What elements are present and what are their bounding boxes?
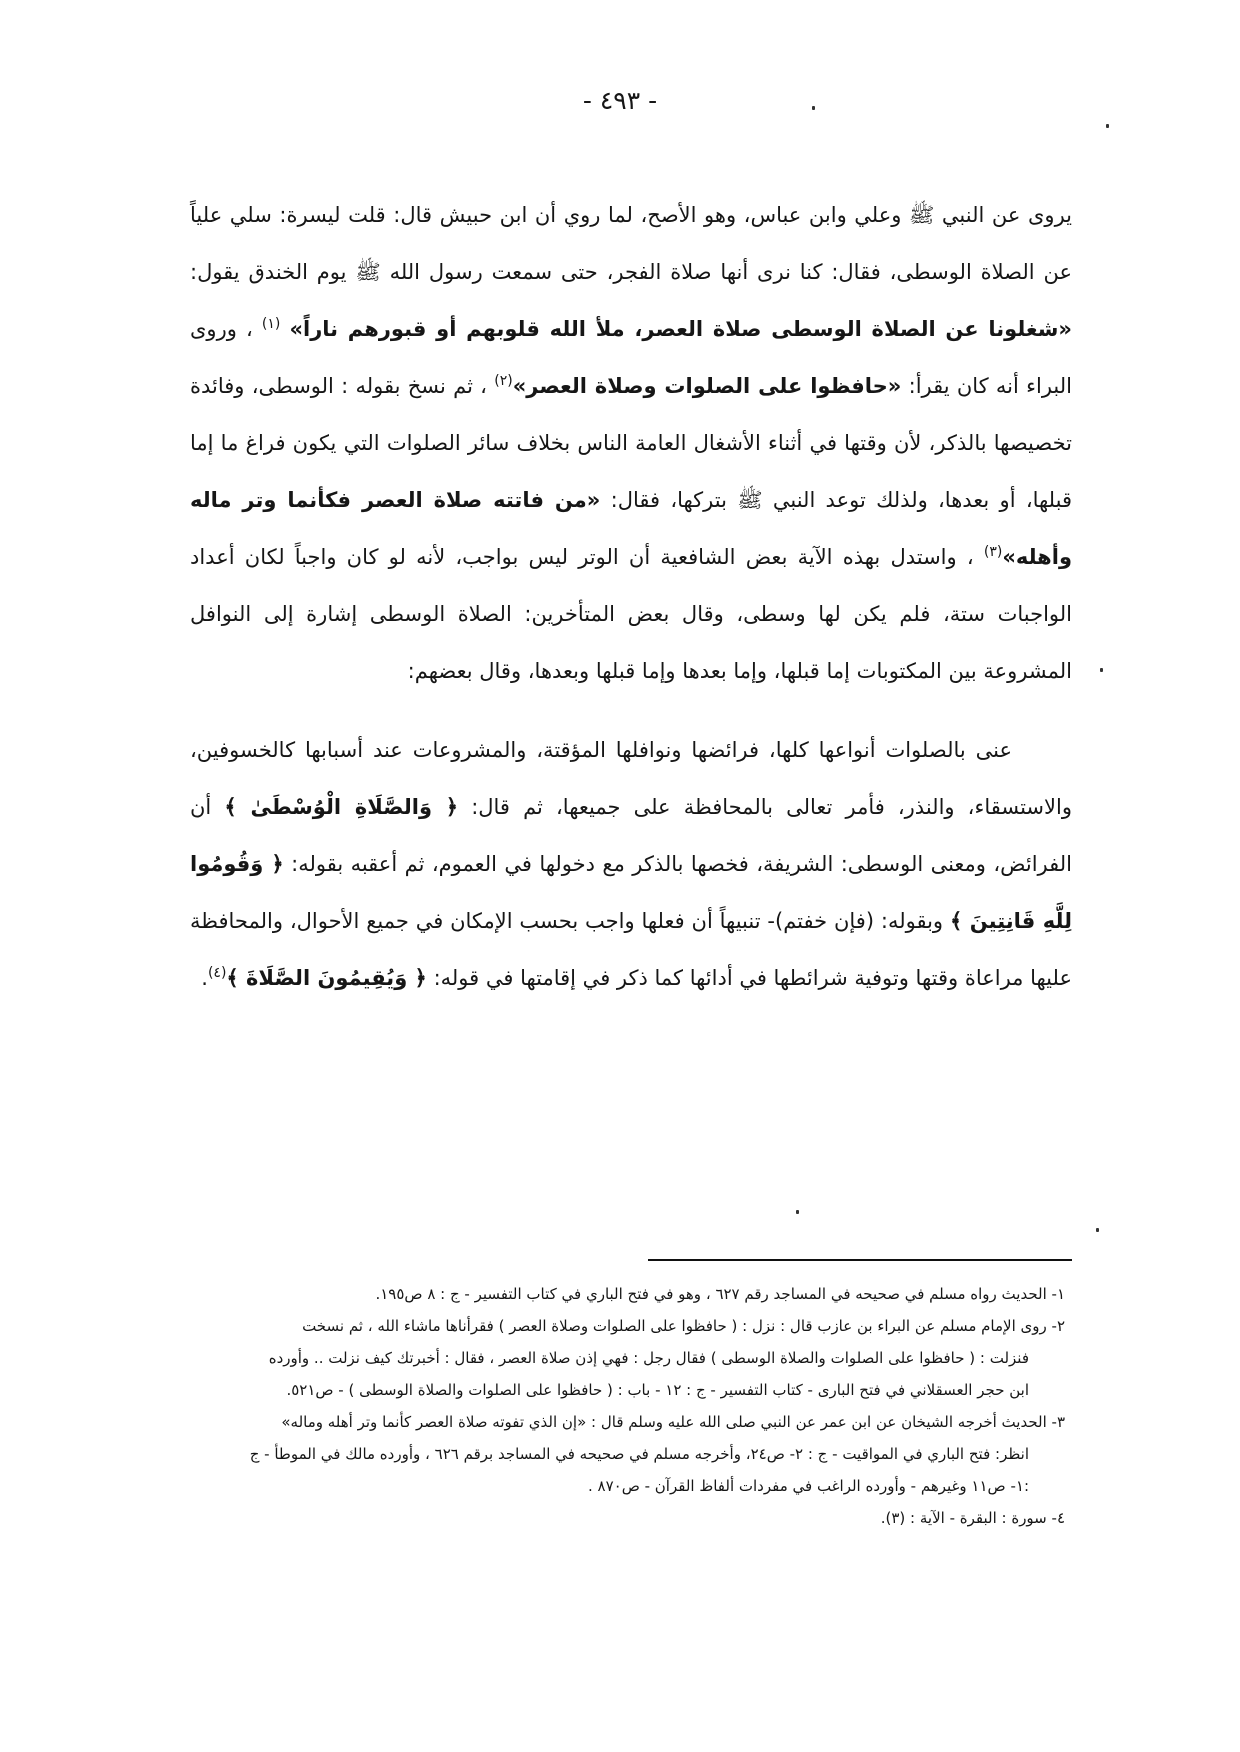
text-segment: يروى عن النبي ﷺ وعلي وابن عباس، وهو الأصح، لما روي أن ابن حبيش قال: قلت ليسرة: سلي علياً عن الصلاة الوسطى، فقال: كنا نرى أنها صلاة الفجر، حتى سمعت رسول الله ﷺ يوم الخندق يقول: [190, 203, 1072, 284]
footnote-3-continued: انظر: فتح الباري في المواقيت - ج : ٢- ص٢٤، وأخرجه مسلم في صحيحه في المساجد برقم ٦٢٦ ، وأورده مالك في الموطأ - ج [249, 1445, 1029, 1463]
main-text [190, 187, 1072, 1007]
footnote-4: ٤- سورة : البقرة - الآية : (٣). [880, 1509, 1065, 1527]
footnote-ref: (٢) [494, 373, 513, 389]
footnote-1: ١- الحديث رواه مسلم في صحيحه في المساجد رقم ٦٢٧ ، وهو في فتح الباري في كتاب التفسير - ج : ٨ ص١٩٥. [375, 1285, 1065, 1303]
quran-verse: ﴿ وَيُقِيمُونَ الصَّلَاةَ ﴾ [226, 966, 427, 990]
footnote-ref: (٤) [207, 965, 227, 981]
footnote-3: ٣- الحديث أخرجه الشيخان عن ابن عمر عن النبي صلى الله عليه وسلم قال : «إن الذي تفوته صلاة العصر كأنما وتر أهله وماله» [281, 1413, 1065, 1431]
text-segment: عنى بالصلوات أنواعها كلها، فرائضها ونوافلها المؤقتة، والمشروعات عند أسبابها كالخسوفين، والاستسقاء، والنذر، فأمر تعالى بالمحافظة على جميعها، ثم قال: [190, 738, 1072, 819]
footnote-2-continued: ابن حجر العسقلاني في فتح البارى - كتاب التفسير - ج : ١٢ - باب : ( حافظوا على الصلوات والصلاة الوسطى ) - ص٥٢١. [286, 1381, 1029, 1399]
scan-speck [812, 106, 815, 110]
scan-speck [796, 1210, 799, 1214]
page-number: - ٤٩٣ - [582, 86, 658, 115]
scan-speck [1100, 668, 1103, 672]
scan-speck [1106, 124, 1109, 128]
footnote-ref: (٣) [983, 544, 1003, 560]
scan-speck [1096, 1228, 1099, 1232]
hadith-quote: «من فاتته صلاة العصر فكأنما وتر ماله وأهله» [190, 488, 1072, 569]
footnote-2: ٢- روى الإمام مسلم عن البراء بن عازب قال : نزل : ( حافظوا على الصلوات وصلاة العصر ) فقرأناها ماشاء الله ، ثم نسخت [302, 1317, 1065, 1335]
footnote-3-continued: :١- ص١١ وغيرهم - وأورده الراغب في مفردات ألفاظ القرآن - ص٨٧٠ . [587, 1477, 1029, 1495]
footnote-ref: (١) [261, 316, 281, 332]
text-segment: ، ثم نسخ بقوله : الوسطى، وفائدة تخصيصها بالذكر، لأن وقتها في أثناء الأشغال العامة الناس بخلاف سائر الصلوات التي يكون فراغ ما إما قبلها، أو بعدها، ولذلك توعد النبي ﷺ بتركها، فقال: [190, 374, 1073, 512]
text-segment: . [201, 966, 208, 990]
text-segment: أن الفرائض، ومعنى الوسطى: الشريفة، فخصها بالذكر مع دخولها في العموم، ثم أعقبه بقوله: [190, 795, 1072, 876]
footnote-separator [648, 1259, 1072, 1261]
quran-verse: ﴿ وَقُومُوا لِلَّهِ قَانِتِينَ ﴾ [190, 852, 1072, 933]
text-segment: وبقوله: (فإن خفتم)- تنبيهاً أن فعلها واجب بحسب الإمكان في جميع الأحوال، والمحافظة عليها مراعاة وقتها وتوفية شرائطها في أدائها كما ذكر في إقامتها في قوله: [190, 909, 1072, 990]
hadith-quote: «شغلونا عن الصلاة الوسطى صلاة العصر، ملأ الله قلوبهم أو قبورهم ناراً» [289, 317, 1072, 341]
quran-reading-quote: «حافظوا على الصلوات وصلاة العصر» [512, 374, 902, 398]
text-segment: ، واستدل بهذه الآية بعض الشافعية أن الوتر ليس بواجب، لأنه لو كان واجباً لكان أعداد الواجبات ستة، فلم يكن لها وسطى، وقال بعض المتأخرين: الصلاة الوسطى إشارة إلى النوافل المشروعة بين المكتوبات إما قبلها، وإما بعدها وإما قبلها وبعدها، وقال بعضهم: [190, 545, 1072, 683]
quran-verse: ﴿ وَالصَّلَاةِ الْوُسْطَىٰ ﴾ [224, 795, 459, 819]
footnote-2-continued: فنزلت : ( حافظوا على الصلوات والصلاة الوسطى ) فقال رجل : فهي إذن صلاة العصر ، فقال : أخبرتك كيف نزلت .. وأورده [268, 1349, 1029, 1367]
footnotes [150, 1278, 1065, 1534]
paragraph-2 [190, 722, 1072, 1007]
text-segment: ، وروى البراء أنه كان يقرأ: [190, 317, 1072, 398]
paragraph-1 [190, 187, 1072, 700]
